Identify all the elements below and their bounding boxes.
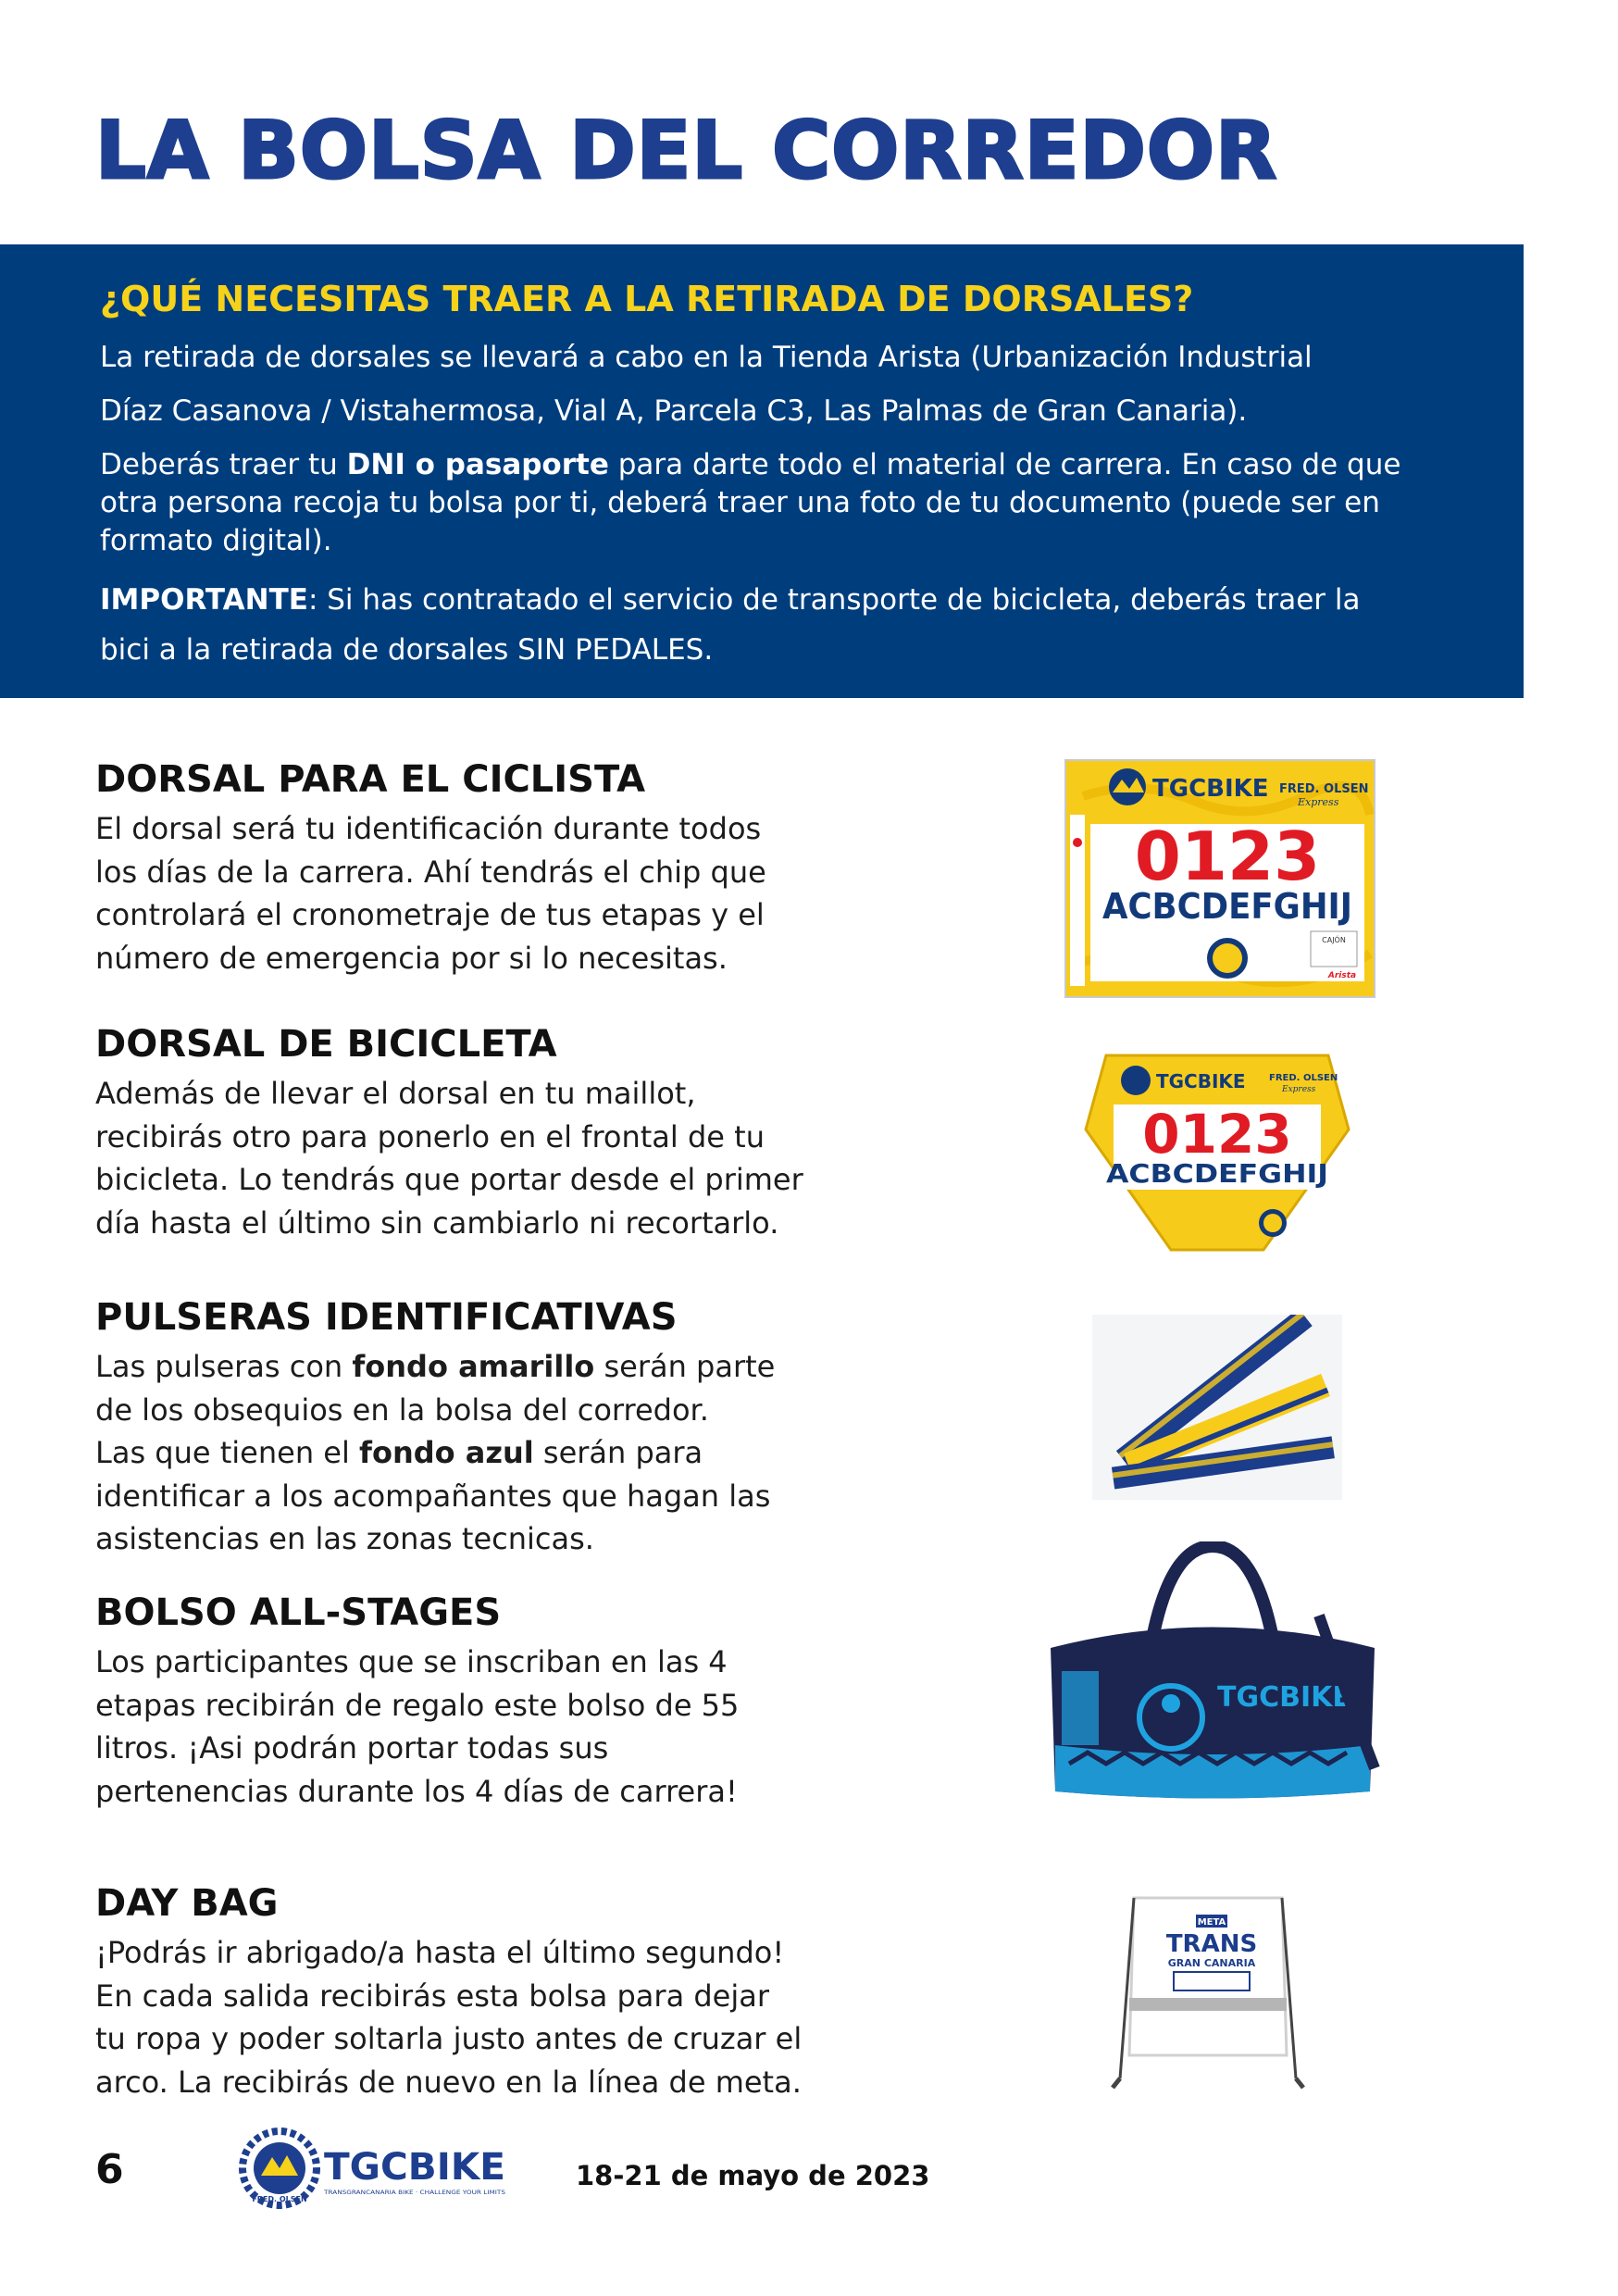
bib-arista-label: Arista — [1327, 971, 1357, 980]
text-bold: fondo azul — [359, 1435, 534, 1470]
text-line: día hasta el último sin cambiarlo ni recortarlo. — [95, 1204, 779, 1241]
text-bold: fondo amarillo — [352, 1349, 595, 1384]
info-box-paragraph-2 — [100, 446, 1400, 560]
footer-logo-text: TGCBIKE — [324, 2146, 505, 2189]
text-run: Deberás traer tu — [100, 448, 347, 481]
bib-sponsor-sub: Express — [1298, 796, 1339, 808]
section-text — [95, 1072, 854, 1244]
text-line: El dorsal será tu identificación durante todos — [95, 811, 762, 846]
text-line: número de emergencia por si lo necesitas. — [95, 940, 728, 976]
footer-logo-badge: FRED. OLSEN — [252, 2195, 307, 2203]
bike-bib-image — [1078, 1051, 1356, 1254]
section-pulseras — [95, 1296, 854, 1561]
text-run: serán para — [533, 1435, 703, 1470]
text-line: etapas recibirán de regalo este bolso de 55 — [95, 1687, 740, 1723]
text-line: arco. La recibirás de nuevo en la línea de meta. — [95, 2064, 802, 2100]
section-text — [95, 1931, 854, 2103]
text-line: formato digital). — [100, 524, 332, 557]
text-line: Díaz Casanova / Vistahermosa, Vial A, Parcela C3, Las Palmas de Gran Canaria). — [100, 394, 1248, 428]
text-line — [100, 580, 1361, 620]
text-bold: DNI o pasaporte — [346, 448, 609, 481]
section-dorsal-ciclista — [95, 758, 854, 980]
text-line — [100, 446, 1400, 484]
text-run: : Si has contratado el servicio de transporte de bicicleta, deberás traer la — [307, 583, 1361, 617]
text-line: litros. ¡Asi podrán portar todas sus — [95, 1730, 609, 1766]
footer-logo-sub: TRANSGRANCANARIA BIKE · CHALLENGE YOUR LIMITS — [322, 2189, 505, 2196]
section-title: BOLSO ALL-STAGES — [95, 1591, 502, 1634]
text-line: recibirás otro para ponerlo en el frontal de tu — [95, 1118, 765, 1154]
section-text — [95, 807, 854, 980]
section-bolso — [95, 1591, 854, 1813]
bib-name: ACBCDEFGHIJ — [1102, 886, 1352, 927]
day-bag-trans: TRANS — [1165, 1930, 1258, 1958]
section-text — [95, 1641, 854, 1813]
text-line: controlará el cronometraje de tus etapas y el — [95, 897, 765, 932]
text-bold: IMPORTANTE — [100, 583, 308, 617]
bike-bib-number: 0123 — [1142, 1103, 1292, 1166]
bib-number: 0123 — [1134, 817, 1321, 895]
info-box-paragraph-1 — [100, 337, 1313, 431]
text-run: para darte todo el material de carrera. En caso de que — [608, 448, 1401, 481]
text-line: ¡Podrás ir abrigado/a hasta el último segundo! — [95, 1935, 785, 1970]
footer-logo — [239, 2128, 517, 2213]
text-line: los días de la carrera. Ahí tendrás el chip que — [95, 854, 766, 890]
info-box-paragraph-3 — [100, 580, 1361, 670]
day-bag-image — [1101, 1879, 1314, 2102]
bike-bib-brand: TGCBIKE — [1156, 1070, 1246, 1092]
text-line: asistencias en las zonas tecnicas. — [95, 1521, 594, 1556]
text-line: La retirada de dorsales se llevará a cabo en la Tienda Arista (Urbanización Industrial — [100, 341, 1313, 374]
event-date: 18-21 de mayo de 2023 — [576, 2160, 930, 2191]
bike-bib-sponsor: FRED. OLSEN — [1269, 1073, 1338, 1083]
text-line: de los obsequios en la bolsa del corredor. — [95, 1391, 709, 1428]
day-bag-gc: GRAN CANARIA — [1167, 1957, 1256, 1969]
text-line: En cada salida recibirás esta bolsa para dejar — [95, 1978, 769, 2014]
rider-bib-image — [1064, 759, 1375, 998]
bag-logo-text: TGCBIKE — [1217, 1681, 1351, 1714]
section-text — [95, 1345, 854, 1561]
duffel-bag-image — [1041, 1541, 1384, 1810]
text-line — [95, 1349, 775, 1384]
wristbands-image — [1092, 1315, 1342, 1500]
bib-sponsor-label: FRED. OLSEN — [1279, 782, 1369, 796]
info-box — [0, 244, 1524, 698]
section-title: PULSERAS IDENTIFICATIVAS — [95, 1296, 678, 1339]
info-box-heading: ¿QUÉ NECESITAS TRAER A LA RETIRADA DE DORSALES? — [100, 279, 1194, 319]
text-run: Las pulseras con — [95, 1349, 353, 1384]
text-line: identificar a los acompañantes que hagan las — [95, 1478, 771, 1514]
text-line: bicicleta. Lo tendrás que portar desde el primer — [95, 1162, 803, 1197]
page-title: LA BOLSA DEL CORREDOR — [95, 105, 1278, 197]
text-run: Las que tienen el — [95, 1435, 360, 1470]
section-title: DORSAL DE BICICLETA — [95, 1023, 557, 1066]
text-line: bici a la retirada de dorsales SIN PEDALES. — [100, 633, 714, 667]
bike-bib-name: ACBCDEFGHIJ — [1106, 1158, 1328, 1189]
bib-brand-label: TGCBIKE — [1152, 775, 1269, 803]
text-line: pertenencias durante los 4 días de carrera! — [95, 1773, 738, 1809]
text-line: otra persona recoja tu bolsa por ti, deberá traer una foto de tu documento (puede ser en — [100, 486, 1380, 519]
section-dorsal-bicicleta — [95, 1023, 854, 1244]
page-number: 6 — [95, 2146, 124, 2193]
text-run: serán parte — [594, 1349, 776, 1384]
text-line: Los participantes que se inscriban en las 4 — [95, 1644, 728, 1679]
section-title: DAY BAG — [95, 1882, 279, 1925]
text-line: Además de llevar el dorsal en tu maillot, — [95, 1076, 696, 1111]
day-bag-meta: META — [1197, 1917, 1226, 1928]
bib-cajon-label: CAJÓN — [1322, 936, 1346, 944]
text-line: tu ropa y poder soltarla justo antes de cruzar el — [95, 2021, 803, 2056]
text-line — [95, 1435, 703, 1470]
section-day-bag — [95, 1882, 854, 2103]
section-title: DORSAL PARA EL CICLISTA — [95, 758, 646, 801]
bike-bib-sponsor-sub: Express — [1282, 1085, 1316, 1094]
